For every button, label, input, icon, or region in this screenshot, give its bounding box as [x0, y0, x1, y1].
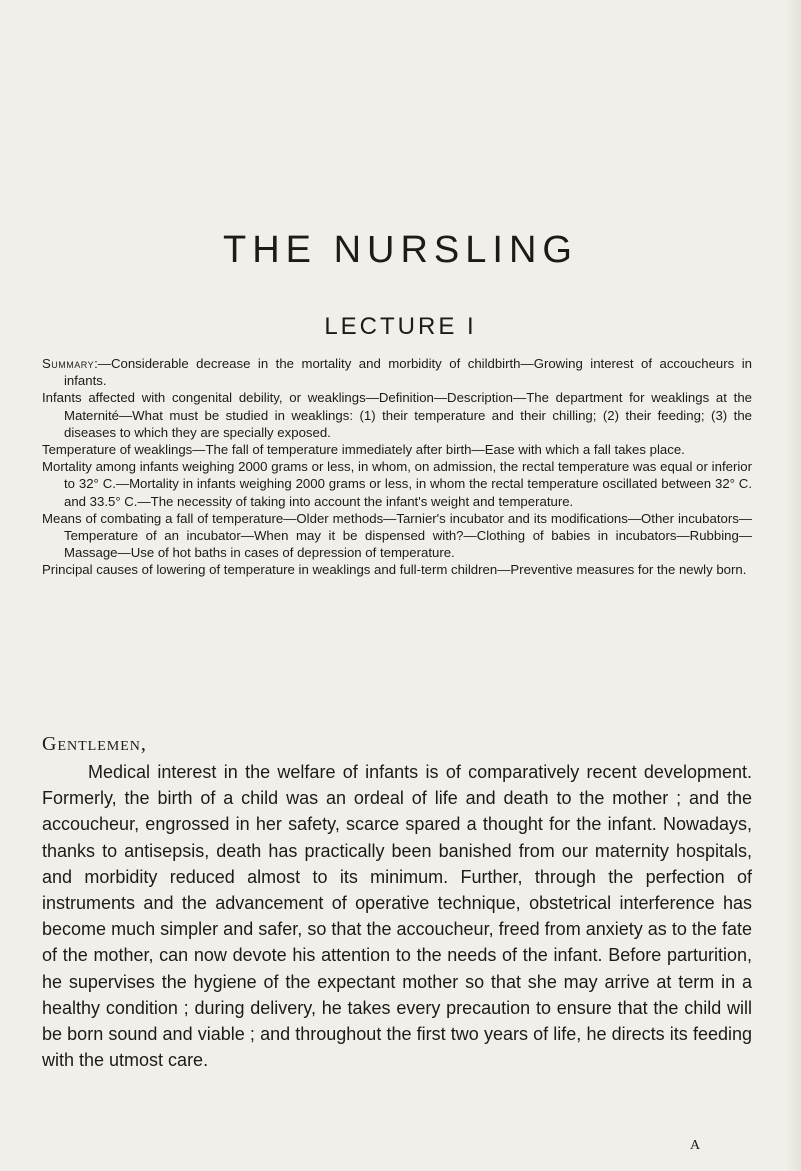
summary-paragraph	[42, 355, 752, 389]
body-paragraph: Medical interest in the welfare of infants is of comparatively recent development. Formerly, the birth of a child was an ordeal of life and death to the mother ; and the accoucheur, engrossed in her safety, scarce spared a thought for the infant. Nowadays, thanks to antisepsis, death has practically been banished from our maternity hospitals, and morbidity reduced almost to its minimum. Further, through the perfection of instruments and the advancement of operative technique, obstetrical interference has become much simpler and safer, so that the accoucheur, freed from anxiety as to the fate of the mother, can now devote his attention to the needs of the infant. Before parturition, he supervises the hygiene of the expectant mother so that she may arrive at term in a healthy condition ; during delivery, he takes every precaution to ensure that the child will be born sound and viable ; and throughout the first two years of life, he directs its feeding with the utmost care.	[42, 762, 752, 1071]
summary-label: Summary	[42, 356, 95, 371]
page-edge-shadow	[785, 0, 801, 1171]
summary-paragraph: Mortality among infants weighing 2000 grams or less, in whom, on admission, the rectal temperature was equal or inferior to 32° C.—Mortality in infants weighing 2000 grams or less, in whom the rectal temperature oscillated between 32° C. and 33.5° C.—The necessity of taking into account the infant's weight and temperature.	[42, 459, 752, 509]
summary-paragraph: Means of combating a fall of temperature—Older methods—Tarnier's incubator and its modifications—Other incubators—Temperature of an incubator—When may it be dispensed with?—Clothing of babies in incubators—Rubbing—Massage—Use of hot baths in cases of depression of temperature.	[42, 510, 752, 561]
signature-mark: A	[690, 1138, 701, 1153]
lecture-summary	[42, 355, 752, 579]
summary-paragraph: Principal causes of lowering of temperature in weaklings and full-term children—Preventive measures for the newly born.	[42, 562, 747, 578]
lecture-title: LECTURE I	[324, 313, 477, 340]
salutation: Gentlemen,	[42, 733, 147, 755]
book-title: THE NURSLING	[223, 229, 578, 271]
summary-paragraph: Infants affected with congenital debility, or weaklings—Definition—Description—The department for weaklings at the Maternité—What must be studied in weaklings: (1) their temperature and their chilling; (2) their feeding; (3) the diseases to which they are specially exposed.	[42, 390, 752, 440]
summary-paragraph: Temperature of weaklings—The fall of temperature immediately after birth—Ease with which a fall takes place.	[42, 442, 685, 458]
summary-text: :—Considerable decrease in the mortality and morbidity of childbirth—Growing interest of accoucheurs in infants.	[64, 356, 752, 389]
